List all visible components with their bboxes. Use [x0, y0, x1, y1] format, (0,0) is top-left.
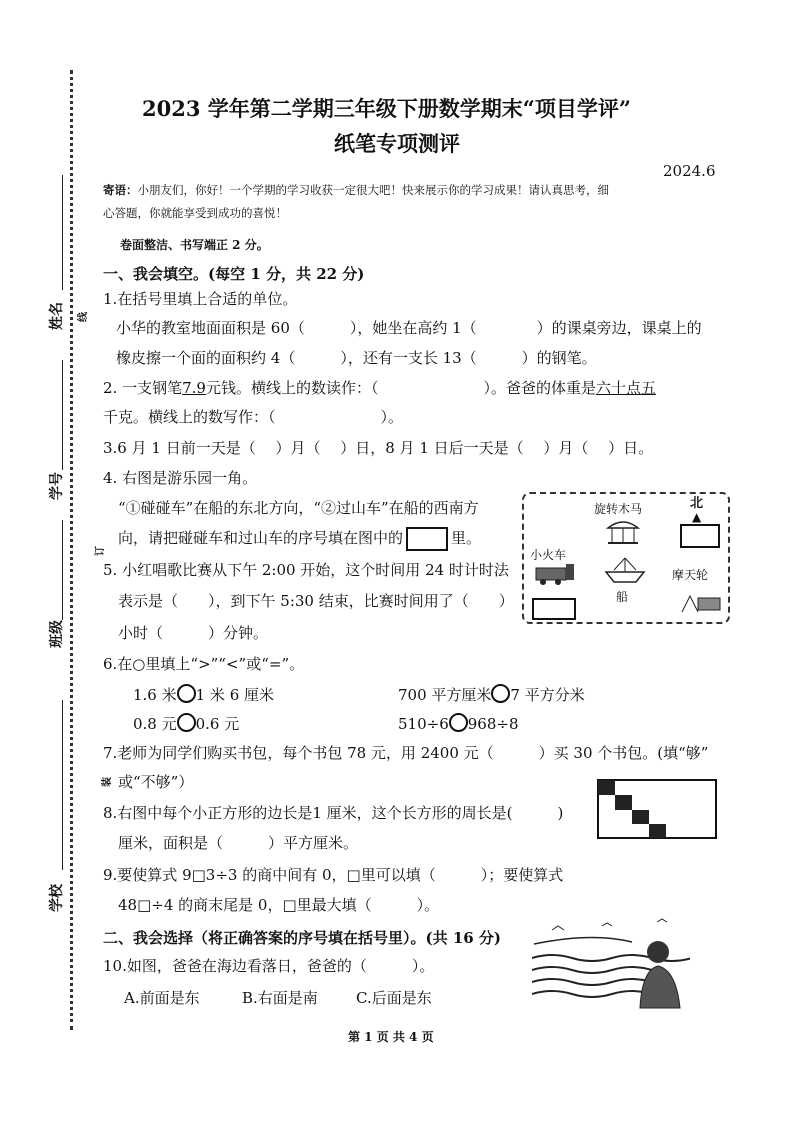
q6-item-a	[133, 684, 274, 705]
q5-line-1: 5. 小红唱歌比赛从下午 2:00 开始，这个时间用 24 时计时法	[103, 561, 509, 579]
q1-line-2: 橡皮擦一个面的面积约 4（ ），还有一支长 13（ ）的钢笔。	[116, 349, 597, 367]
exam-title: 2023 学年第二学期三年级下册数学期末“项目学评”	[142, 96, 631, 121]
q6-item-c	[133, 713, 239, 734]
exam-subtitle: 纸笔专项测评	[334, 131, 460, 156]
q10-option-b: B.右面是南	[242, 989, 318, 1007]
q6-c-circle[interactable]	[177, 713, 196, 732]
q9-line-2: 48□÷4 的商末尾是 0，□里最大填（ ）。	[118, 896, 440, 914]
ferris-wheel-icon	[680, 592, 724, 614]
class-label: 班级	[49, 620, 65, 648]
class-line	[62, 520, 63, 620]
q4-part-b: 里。	[451, 529, 482, 547]
student-number-label: 学号	[49, 472, 65, 500]
q6-a-right: 1 米 6 厘米	[195, 686, 275, 704]
q10-option-c: C.后面是东	[356, 989, 432, 1007]
q10-stem: 10.如图，爸爸在海边看落日，爸爸的（ ）。	[103, 957, 435, 975]
q6-item-d	[398, 713, 519, 733]
q5-line-3: 小时（ ）分钟。	[118, 624, 269, 642]
amusement-park-map	[522, 492, 730, 624]
intro-label: 寄语：	[103, 183, 138, 197]
school-line	[62, 700, 63, 870]
q7-line-2: 或“不够”）	[118, 773, 194, 791]
q1-line-1: 小华的教室地面面积是 60（ ），她坐在高约 1（ ）的课桌旁边，课桌上的	[116, 319, 702, 337]
train-icon	[534, 562, 576, 586]
exam-date: 2024.6	[663, 162, 716, 180]
q6-c-right: 0.6 元	[195, 715, 240, 733]
q6-c-left: 0.8 元	[133, 715, 177, 733]
q2-line-1	[103, 377, 656, 398]
seal-text-pack: 装	[102, 777, 113, 787]
section-1-heading: 一、我会填空。(每空 1 分，共 22 分)	[103, 265, 365, 283]
q9-line-1: 9.要使算式 9□3÷3 的商中间有 0，□里可以填（ ）；要使算式	[103, 866, 564, 884]
q2-part-a: 2. 一支钢笔	[103, 379, 183, 397]
q6-d-right: 968÷8	[467, 715, 519, 733]
rectangle-grid-figure	[597, 779, 717, 839]
seal-text-line: 线	[78, 312, 89, 322]
q6-d-circle[interactable]	[449, 713, 468, 732]
map-answer-box-southwest[interactable]	[532, 598, 576, 620]
q2-weight: 六十点五	[595, 379, 656, 397]
q6-b-circle[interactable]	[491, 684, 510, 703]
page-footer: 第 1 页 共 4 页	[348, 1030, 434, 1044]
q10-option-a: A.前面是东	[124, 989, 200, 1007]
q2-part-b: 元钱。横线上的数读作：（ ）。爸爸的体重是	[205, 379, 596, 397]
north-label: 北	[690, 496, 704, 511]
name-line	[62, 175, 63, 290]
q3-text: 3.6 月 1 日前一天是（ ）月（ ）日，8 月 1 日后一天是（ ）月（ ）日。	[103, 439, 654, 457]
q4-line-1: 4. 右图是游乐园一角。	[103, 469, 258, 487]
q6-stem: 6.在○里填上“>”“<”或“=”。	[103, 655, 305, 673]
intro-line-1	[103, 182, 609, 198]
section-2-heading: 二、我会选择（将正确答案的序号填在括号里）。(共 16 分)	[103, 929, 502, 947]
map-answer-box-northeast[interactable]	[680, 524, 720, 548]
merry-go-round-label: 旋转木马	[594, 502, 643, 516]
q8-line-2: 厘米，面积是（ ）平方厘米。	[118, 834, 359, 852]
q6-b-right: 7 平方分米	[510, 686, 585, 704]
seal-text-bind: 订	[95, 546, 106, 556]
q1-stem: 1.在括号里填上合适的单位。	[103, 290, 298, 308]
ferris-wheel-label: 摩天轮	[672, 568, 709, 582]
q2-price: 7.9	[182, 379, 206, 397]
q8-line-1: 8.右图中每个小正方形的边长是1 厘米，这个长方形的周长是( )	[103, 804, 564, 822]
intro-line-2: 心答题，你就能享受到成功的喜悦！	[103, 206, 287, 220]
q7-line-1: 7.老师为同学们购买书包，每个书包 78 元，用 2400 元（ ）买 30 个书包。(填“够”	[103, 744, 709, 762]
number-line	[62, 360, 63, 470]
neatness-note: 卷面整洁、书写端正 2 分。	[120, 238, 269, 252]
seaside-sunset-illustration	[532, 918, 690, 1010]
school-label: 学校	[49, 884, 65, 912]
q4-line-2: “①碰碰车”在船的东北方向，“②过山车”在船的西南方	[118, 499, 479, 517]
q6-d-left: 510÷6	[398, 715, 449, 733]
q6-a-circle[interactable]	[177, 684, 196, 703]
boat-label: 船	[616, 590, 629, 604]
q6-item-b	[398, 684, 585, 705]
binding-dotted-line	[70, 70, 73, 1030]
q2-line-2: 千克。横线上的数写作：（ ）。	[103, 408, 404, 426]
q4-part-a: 向，请把碰碰车和过山车的序号填在图中的	[118, 529, 404, 547]
q4-line-3	[118, 527, 481, 551]
north-arrow-icon: ▲	[692, 510, 702, 524]
name-label: 姓名	[49, 302, 65, 330]
merry-go-round-icon	[606, 516, 640, 546]
q4-answer-box[interactable]	[406, 527, 448, 551]
q6-b-left: 700 平方厘米	[398, 686, 492, 704]
intro-text-1: 小朋友们，你好！一个学期的学习收获一定很大吧！快来展示你的学习成果！请认真思考，细	[137, 183, 609, 197]
q6-a-left: 1.6 米	[133, 686, 177, 704]
train-label: 小火车	[530, 548, 567, 562]
q5-line-2: 表示是（ ），到下午 5:30 结束，比赛时间用了（ ）	[118, 592, 514, 610]
boat-icon	[602, 556, 648, 586]
